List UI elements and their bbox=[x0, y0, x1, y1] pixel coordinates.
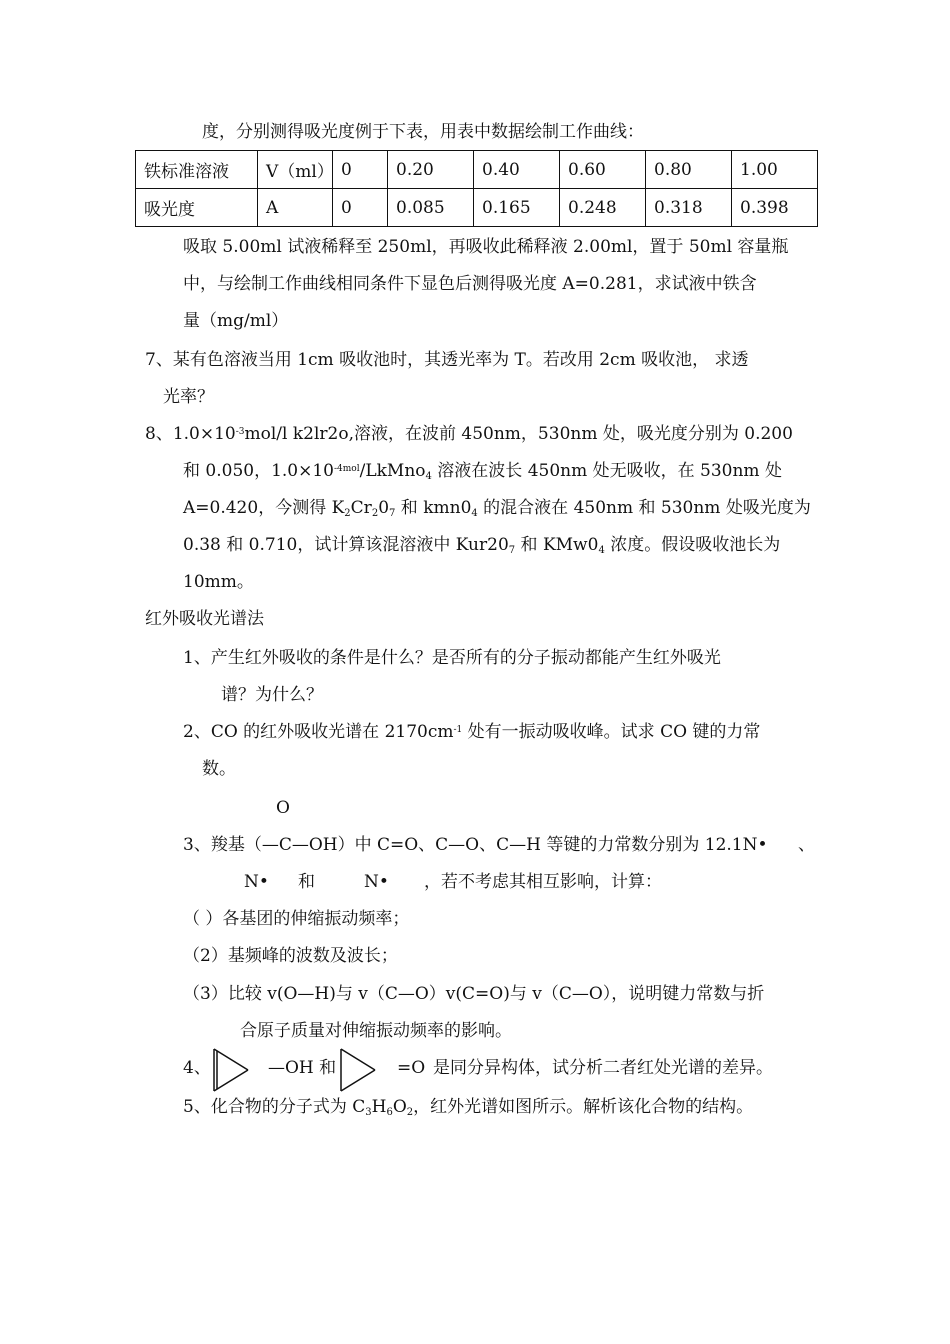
sub-question: （3）比较 v(O—H)与 v（C—O）v(C=O)与 v（C—O），说明键力常数与折 bbox=[183, 984, 765, 1004]
question-8-line: 0.38 和 0.710，试计算该混溶液中 $Kur20_7$ 和 $KMw0_4$ 浓度。假设吸收池长为 bbox=[183, 535, 781, 556]
section-title: 红外吸收光谱法 bbox=[145, 609, 264, 629]
paragraph-line: 中，与绘制工作曲线相同条件下显色后测得吸光度 A=0.281，求试液中铁含 bbox=[183, 274, 757, 294]
ir-question-3-line: 3、羧基（—C—OH）中 C=O、C—O、C—H 等键的力常数分别为 12.1N• bbox=[183, 835, 768, 855]
paragraph-line: 吸取 5.00ml 试液稀释至 250ml，再吸收此稀释液 2.00ml，置于 50ml 容量瓶 bbox=[183, 237, 789, 257]
table-cell: A bbox=[258, 189, 333, 227]
question-7-line: 光率？ bbox=[163, 387, 214, 407]
table-row bbox=[136, 189, 818, 227]
question-8-line: 和 0.050，$1.0\times 10^{-4mol}/LkMno_4$ 溶液在波长 450nm 处无吸收，在 530nm 处 bbox=[183, 461, 782, 482]
carbonyl-label: =O bbox=[397, 1058, 426, 1078]
ir-question-1-line: 1、产生红外吸收的条件是什么？是否所有的分子振动都能产生红外吸光 bbox=[183, 648, 721, 668]
table-cell: 0.20 bbox=[388, 151, 474, 189]
table-cell: 0 bbox=[333, 189, 388, 227]
ir-question-4-line: 是同分异构体，试分析二者红处光谱的差异。 bbox=[433, 1058, 773, 1078]
hydroxyl-label: —OH 和 bbox=[268, 1058, 337, 1078]
ir-question-2-line: 2、CO 的红外吸收光谱在 $2170cm^{-1}$ 处有一振动吸收峰。试求 CO 键的力常 bbox=[183, 722, 761, 742]
sub-question: 合原子质量对伸缩振动频率的影响。 bbox=[240, 1021, 512, 1041]
table-cell: 0.40 bbox=[474, 151, 560, 189]
iron-standard-table bbox=[135, 150, 818, 227]
question-7-line: 7、某有色溶液当用 1cm 吸收池时，其透光率为 T。若改用 2cm 吸收池， 求透 bbox=[145, 350, 749, 370]
force-constant-unit: N• bbox=[244, 872, 269, 892]
question-8-line: A=0.420，今测得 $K_2Cr_20_7$ 和 $kmn0_4$ 的混合液在 450nm 和 530nm 处吸光度为 bbox=[183, 498, 811, 519]
sub-question: （2）基频峰的波数及波长； bbox=[183, 946, 398, 966]
intro-line: 度，分别测得吸光度例于下表，用表中数据绘制工作曲线： bbox=[202, 122, 644, 142]
table-cell: 0.085 bbox=[388, 189, 474, 227]
table-cell: 0.248 bbox=[560, 189, 646, 227]
force-constant-unit: N• bbox=[364, 872, 389, 892]
carbonyl-o-label: O bbox=[276, 798, 290, 818]
ir-question-2-line: 数。 bbox=[202, 759, 236, 779]
ir-question-3-tail: 、 bbox=[798, 835, 815, 855]
table-cell: 1.00 bbox=[732, 151, 818, 189]
table-cell: 0.318 bbox=[646, 189, 732, 227]
table-cell: 吸光度 bbox=[136, 189, 258, 227]
sub-question: （ ）各基团的伸缩振动频率； bbox=[183, 909, 410, 929]
table-cell: V（ml） bbox=[258, 151, 333, 189]
paragraph-line: 量（mg/ml） bbox=[183, 311, 289, 331]
cyclopentanone-ring-icon bbox=[338, 1047, 378, 1093]
table-cell: 0.398 bbox=[732, 189, 818, 227]
ir-question-3-line: ，若不考虑其相互影响，计算： bbox=[424, 872, 662, 892]
ir-question-4-number: 4、 bbox=[183, 1058, 211, 1078]
ir-question-1-line: 谱？为什么？ bbox=[221, 685, 323, 705]
table-cell: 0 bbox=[333, 151, 388, 189]
table-row bbox=[136, 151, 818, 189]
table-cell: 0.165 bbox=[474, 189, 560, 227]
question-8-line: 8、$1.0\times 10^{-3}mol/l$ k2lr2o,溶液，在波前 450nm，530nm 处，吸光度分别为 0.200 bbox=[145, 424, 793, 444]
ir-question-5-line: 5、化合物的分子式为 $C_3H_6O_2$，红外光谱如图所示。解析该化合物的结构。 bbox=[183, 1097, 754, 1118]
cyclopentyl-ring-icon bbox=[211, 1047, 251, 1093]
table-cell: 铁标准溶液 bbox=[136, 151, 258, 189]
question-8-line: 10mm。 bbox=[183, 572, 254, 592]
conjunction-text: 和 bbox=[298, 872, 315, 892]
table-cell: 0.60 bbox=[560, 151, 646, 189]
table-cell: 0.80 bbox=[646, 151, 732, 189]
